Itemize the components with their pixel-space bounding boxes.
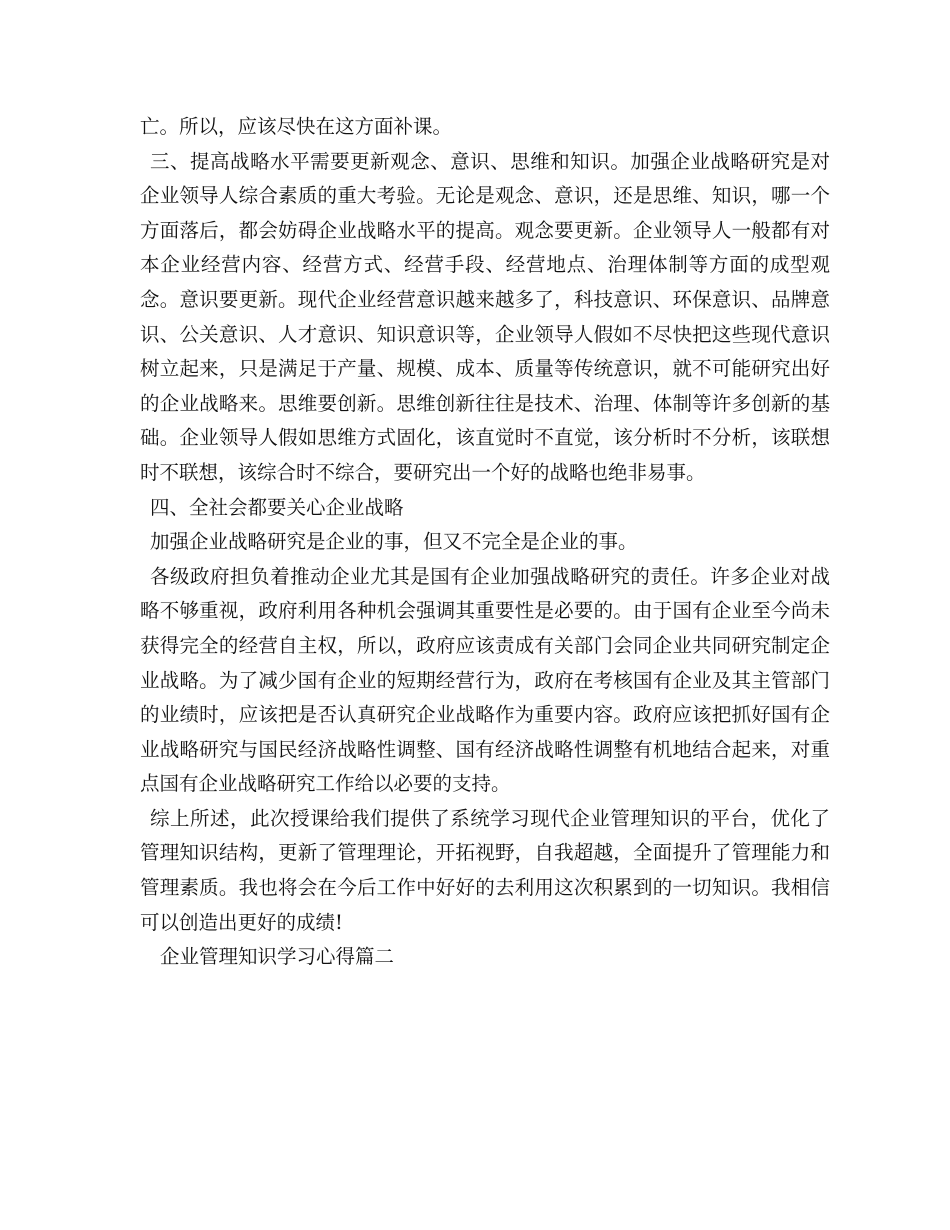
paragraph-conclusion: 综上所述，此次授课给我们提供了系统学习现代企业管理知识的平台，优化了管理知识结构，更新了管理理论，开拓视野，自我超越，全面提升了管理能力和管理素质。我也将会在今后工作中好好的去利用这次积累到的一切知识。我相信 可以创造出更好的成绩! [140, 806, 830, 934]
paragraph-government-role: 各级政府担负着推动企业尤其是国有企业加强战略研究的责任。许多企业对战略不够重视，政府利用各种机会强调其重要性是必要的。由于国有企业至今尚未获得完全的经营自主权，所以，政府应该责成有关部门会同企业共同研究制定企业战略。为了减少国有企业的短期经营行为，政府在考核国有企业及其主管部门的业绩时，应该把是否认真研究企业战略作为重要内容。政府应该把抓好国有企业战略研究与国民经济战略性调整、国有经济战略性调整有机地结合起来，对重点国有企业战略研究工作给以必要的支持。 [140, 564, 830, 796]
article-title-part-two: 企业管理知识学习心得篇二 [160, 945, 395, 969]
paragraph-section-three: 三、提高战略水平需要更新观念、意识、思维和知识。加强企业战略研究是对企业领导人综合素质的重大考验。无论是观念、意识，还是思维、知识，哪一个方面落后，都会妨碍企业战略水平的提高。观念要更新。企业领导人一般都有对本企业经营内容、经营方式、经营手段、经营地点、治理体制等方面的成型观念。意识要更新。现代企业经营意识越来越多了，科技意识、环保意识、品牌意识、公关意识、人才意识、知识意识等，企业领导人假如不尽快把这些现代意识树立起来，只是满足于产量、规模、成本、质量等传统意识，就不可能研究出好的企业战略来。思维要创新。思维创新往往是技术、治理、体制等许多创新的基础。企业领导人假如思维方式固化，该直觉时不直觉，该分析时不分析，该联想时不联想，该综合时不综合，要研究出一个好的战略也绝非易事。 [140, 149, 830, 484]
section-heading-four: 四、全社会都要关心企业战略 [150, 495, 404, 519]
paragraph-enterprise-matter: 加强企业战略研究是企业的事，但又不完全是企业的事。 [150, 530, 638, 554]
paragraph-continuation: 亡。所以，应该尽快在这方面补课。 [140, 115, 453, 138]
document-body [140, 110, 830, 975]
